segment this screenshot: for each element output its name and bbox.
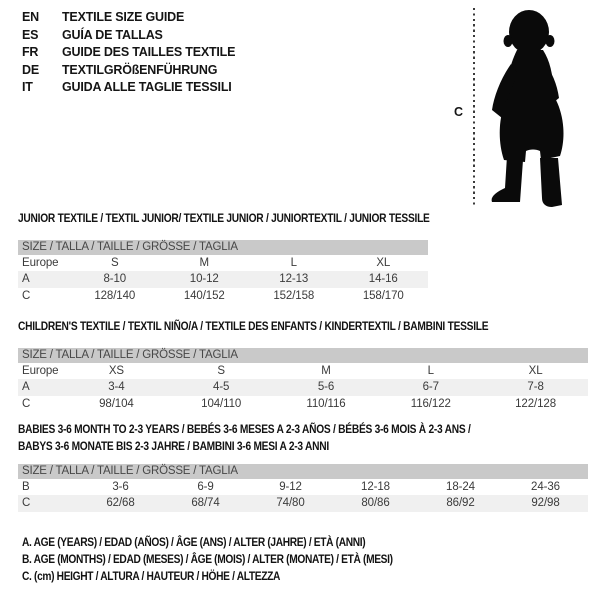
- legend-block: [22, 534, 458, 585]
- size-header-bar: SIZE / TALLA / TAILLE / GRÖSSE / TAGLIA: [18, 464, 588, 479]
- table-row: [18, 495, 588, 511]
- age-cell: 6-7: [422, 381, 439, 394]
- size-cell: L: [427, 365, 434, 378]
- babies-size-table: [18, 421, 588, 512]
- height-cell: 86/92: [446, 497, 475, 510]
- height-cell: 116/122: [410, 397, 451, 410]
- height-cell: 104/110: [201, 397, 242, 410]
- table-row: [18, 255, 428, 271]
- height-cell: 158/170: [362, 289, 404, 302]
- table-title: [18, 421, 503, 454]
- age-cell: 3-4: [108, 381, 125, 394]
- age-cell: 4-5: [213, 381, 230, 394]
- language-row-de: [22, 62, 235, 80]
- size-cell: XL: [376, 257, 391, 270]
- age-cell: 10-12: [189, 273, 219, 286]
- age-cell: 12-18: [361, 481, 390, 494]
- age-cell: 6-9: [197, 481, 214, 494]
- height-cell: 74/80: [276, 497, 305, 510]
- table-title-line1: BABIES 3-6 MONTH TO 2-3 YEARS / BEBÉS 3-6 MESES A 2-3 AÑOS / BÉBÉS 3-6 MOIS À 2-3 ANS /: [18, 422, 471, 436]
- height-cell: 128/140: [94, 289, 136, 302]
- row-label: C: [22, 289, 31, 302]
- height-cell: 62/68: [106, 497, 135, 510]
- table-row: [18, 396, 588, 412]
- language-title: GUIDA ALLE TAGLIE TESSILI: [62, 80, 232, 94]
- height-cell: 92/98: [531, 497, 560, 510]
- age-cell: 24-36: [531, 481, 560, 494]
- size-cell: XL: [528, 365, 543, 378]
- size-cell: S: [217, 365, 225, 378]
- row-label: A: [22, 381, 30, 394]
- age-cell: 5-6: [317, 381, 335, 394]
- height-cell: 110/116: [306, 397, 346, 410]
- language-code: EN: [22, 10, 39, 24]
- size-header-bar: SIZE / TALLA / TAILLE / GRÖSSE / TAGLIA: [18, 240, 428, 255]
- language-title: GUÍA DE TALLAS: [62, 27, 163, 42]
- table-title: JUNIOR TEXTILE / TEXTIL JUNIOR/ TEXTILE JUNIOR / JUNIORTEXTIL / JUNIOR TESSILE: [18, 211, 430, 225]
- language-title-block: [22, 9, 235, 97]
- age-cell: 7-8: [527, 381, 544, 394]
- height-cell: 98/104: [99, 397, 134, 410]
- table-title: CHILDREN'S TEXTILE / TEXTIL NIÑO/A / TEXTILE DES ENFANTS / KINDERTEXTIL / BAMBINI TESSILE: [18, 319, 489, 333]
- height-cell: 152/158: [273, 289, 315, 302]
- age-cell: 8-10: [103, 273, 127, 286]
- baby-silhouette-image: [481, 8, 573, 208]
- row-label: A: [22, 273, 30, 286]
- height-cell: 140/152: [183, 289, 225, 302]
- size-cell: XS: [108, 365, 124, 378]
- language-title: GUIDE DES TAILLES TEXTILE: [62, 45, 236, 59]
- row-label: B: [22, 481, 30, 494]
- language-row-fr: [22, 44, 235, 62]
- size-cell: L: [290, 257, 297, 270]
- size-header-bar: SIZE / TALLA / TAILLE / GRÖSSE / TAGLIA: [18, 348, 588, 363]
- row-label: C: [22, 497, 31, 510]
- height-measure-dashed-line: [473, 8, 475, 207]
- language-code: IT: [22, 80, 33, 94]
- size-cell: S: [110, 257, 119, 270]
- language-row-es: [22, 27, 235, 45]
- children-size-table: [18, 320, 588, 412]
- language-title: TEXTILE SIZE GUIDE: [62, 10, 185, 24]
- row-label: Europe: [22, 365, 59, 378]
- table-title-line2: BABYS 3-6 MONATE BIS 2-3 JAHRE / BAMBINI 3-6 MESI A 2-3 ANNI: [18, 438, 329, 453]
- language-title: TEXTILGRÖßENFÜHRUNG: [62, 62, 218, 77]
- language-row-it: [22, 79, 235, 97]
- table-row: [18, 288, 428, 304]
- age-cell: 12-13: [279, 273, 309, 286]
- table-row: [18, 363, 588, 379]
- junior-size-table: [18, 212, 428, 304]
- legend-age-years: A. AGE (YEARS) / EDAD (AÑOS) / ÂGE (ANS) / ALTER (JAHRE) / ETÀ (ANNI): [22, 535, 366, 549]
- language-code: DE: [22, 62, 39, 77]
- size-cell: M: [321, 365, 331, 378]
- table-row: [18, 271, 428, 287]
- age-cell: 3-6: [112, 481, 129, 494]
- legend-height-cm: C. (cm) HEIGHT / ALTURA / HAUTEUR / HÖHE / ALTEZZA: [22, 569, 281, 583]
- row-label: C: [22, 397, 31, 410]
- row-label: Europe: [22, 257, 59, 270]
- height-cell: 68/74: [191, 497, 220, 510]
- age-cell: 9-12: [279, 481, 302, 494]
- size-cell: M: [199, 257, 209, 270]
- language-row-en: [22, 9, 235, 27]
- table-row: [18, 479, 588, 495]
- height-cell: 122/128: [515, 397, 557, 410]
- age-cell: 14-16: [368, 273, 398, 286]
- legend-age-months: B. AGE (MONTHS) / EDAD (MESES) / ÂGE (MOIS) / ALTER (MONATE) / ETÀ (MESI): [22, 552, 393, 566]
- height-marker-label: C: [454, 105, 463, 119]
- age-cell: 18-24: [446, 481, 475, 494]
- language-code: FR: [22, 45, 39, 59]
- language-code: ES: [22, 27, 39, 42]
- table-row: [18, 379, 588, 395]
- height-cell: 80/86: [361, 497, 390, 510]
